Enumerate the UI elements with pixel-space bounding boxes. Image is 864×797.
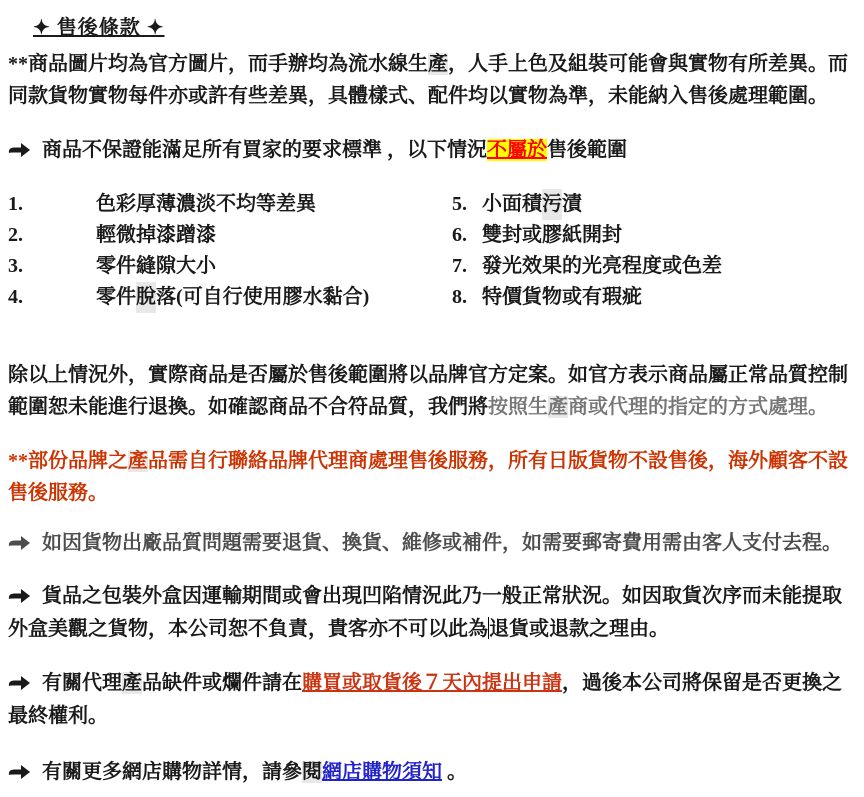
list-item-number: 8. <box>452 286 467 308</box>
more-info-text: 有關更多網店購物詳情，請參 <box>42 761 302 783</box>
red-notice-b: 品需自行聯絡品牌代理商處理售後服務，所有日版貨物不設售後，海外顧客不設售後服務。 <box>8 450 848 504</box>
list-item <box>452 220 860 251</box>
scope-text-after: 售後範圍 <box>547 139 627 161</box>
list-item-fallback-glyph: 脫 <box>136 282 156 313</box>
list-item-text: 小面積 <box>482 193 542 215</box>
shipping-text: 如因貨物出廠品質問題需要退貨、換貨、維修或補件，如需要郵寄費用需由客人支付去程。 <box>42 532 842 554</box>
list-item-text: 雙封或膠紙開封 <box>482 224 622 246</box>
list-item-number: 4. <box>8 286 23 308</box>
brand-decision-gray-a: 按照生 <box>488 396 548 418</box>
list-item-text: 零件縫隙大小 <box>96 255 216 277</box>
list-item-text: 發光效果的光亮程度或色差 <box>482 255 722 277</box>
right-arrow-icon <box>8 668 30 700</box>
list-item-number: 6. <box>452 224 467 246</box>
list-item <box>8 282 452 313</box>
list-item <box>8 251 452 282</box>
scope-highlight: 不屬於 <box>487 139 547 161</box>
more-info-text-after: 。 <box>442 761 467 783</box>
right-arrow-icon <box>8 581 30 613</box>
more-info-fallback-glyph: 閱 <box>302 761 322 783</box>
right-arrow-icon <box>8 757 30 789</box>
brand-decision-gray-b: 商或代理的指定的方式處理。 <box>568 396 828 418</box>
list-item-number: 5. <box>452 193 467 215</box>
page-title: ✦ 售後條款 ✦ <box>33 17 165 39</box>
list-item <box>8 189 452 220</box>
list-item-text: 輕微掉漆蹭漆 <box>96 224 216 246</box>
defect-claim-text-b: 品缺件或爛件請在 <box>142 672 302 694</box>
list-item-number: 2. <box>8 224 23 246</box>
list-item <box>452 282 860 313</box>
list-item-number: 1. <box>8 193 23 215</box>
right-arrow-icon <box>8 135 30 167</box>
intro-fallback-glyph: 產 <box>428 53 448 75</box>
list-item-number: 7. <box>452 255 467 277</box>
list-item-text: 色彩厚薄濃淡不均等差異 <box>96 193 316 215</box>
exclusion-list-right-column <box>452 189 860 313</box>
list-item <box>8 220 452 251</box>
list-item-fallback-glyph: 污 <box>542 189 562 220</box>
box-condition-text-b: 退貨或退款之理由。 <box>489 618 669 640</box>
brand-decision-text: 除以上情況外，實際商品是否屬於售後範圍將以品牌官方定案。如官方表示商品屬正常品質控制範圍恕未能進行退換。如確認商品不合符品質，我們將 <box>8 364 848 418</box>
brand-decision-paragraph <box>8 359 860 423</box>
defect-claim-fallback-glyph: 產 <box>122 672 142 694</box>
list-item <box>452 251 860 282</box>
box-condition-text-a: 貨品之包裝外盒因運輸期間或會出現凹陷情況此乃一般正常狀況。如因取貨次序而未能提取外盒美觀之貨物，本公司恕不負責，貴客亦不可以此為 <box>8 585 842 640</box>
right-arrow-icon <box>8 528 30 560</box>
red-notice-paragraph <box>8 445 860 509</box>
intro-paragraph <box>8 48 860 112</box>
scope-text-before: 商品不保證能滿足所有買家的要求標準 ，以下情況 <box>42 139 487 161</box>
defect-claim-paragraph <box>8 667 860 732</box>
exclusion-list-left-column <box>8 189 452 313</box>
list-item-text-b: 漬 <box>562 193 582 215</box>
brand-decision-fallback-glyph: 產 <box>548 396 568 418</box>
list-item-text: 特價貨物或有瑕疵 <box>482 286 642 308</box>
intro-text-b: ，人手上色及組裝可能會與實物有所差異。而同款貨物實物每件亦或許有些差異，具體樣式、配件均以實物為準，未能納入售後處理範圍。 <box>8 53 848 107</box>
seven-day-claim-link[interactable]: 購買或取貨後７天內提出申請 <box>302 672 562 694</box>
box-condition-paragraph <box>8 580 860 645</box>
exclusion-list <box>8 189 860 313</box>
defect-claim-text-a: 有關代理 <box>42 672 122 694</box>
shipping-paragraph <box>8 527 860 560</box>
list-item-number: 3. <box>8 255 23 277</box>
list-item-text-b: 落(可自行使用膠水黏合) <box>156 286 370 308</box>
shop-guide-link[interactable]: 網店購物須知 <box>322 761 442 783</box>
list-item <box>452 189 860 220</box>
intro-text-a: **商品圖片均為官方圖片，而手辦均為流水線生 <box>8 53 428 75</box>
defect-claim-text-after: ，過後本公司將保留是否更換之最終權利。 <box>8 672 842 727</box>
red-notice-a: **部份品牌之 <box>8 450 128 472</box>
scope-paragraph <box>8 134 860 167</box>
list-item-text: 零件 <box>96 286 136 308</box>
red-notice-fallback-glyph: 產 <box>128 450 148 472</box>
